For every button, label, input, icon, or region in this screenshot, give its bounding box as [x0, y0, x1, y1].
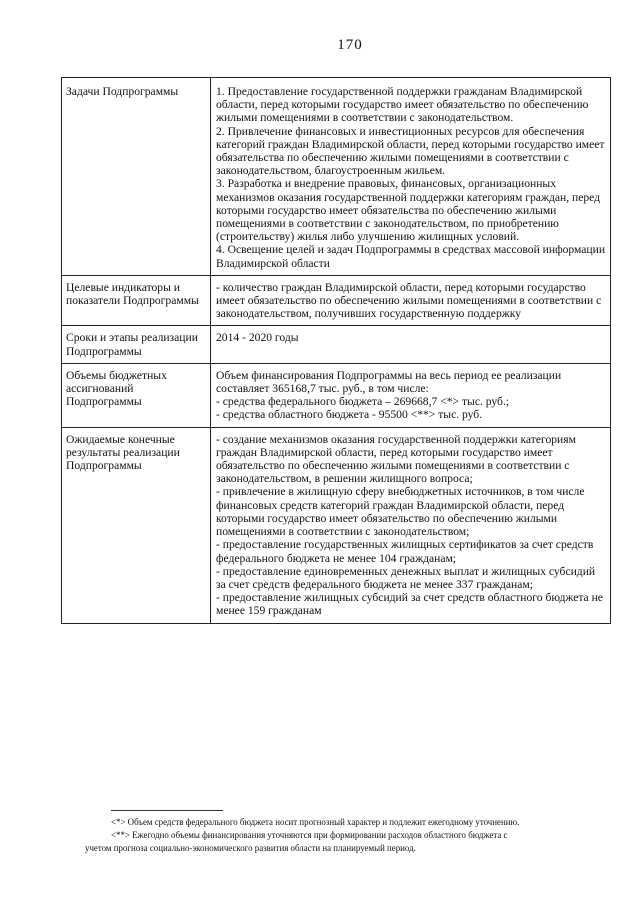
paragraph: Объем финансирования Подпрограммы на весь период ее реализации составляет 365168,7 тыс. руб., в том числе: — [216, 368, 562, 396]
table-row — [62, 78, 611, 276]
table-row — [62, 427, 611, 623]
subprogram-passport-table — [61, 77, 611, 624]
paragraph: 1. Предоставление государственной поддержки гражданам Владимирской области, перед которыми государство имеет обязательство по обеспечению жилыми помещениями в соответствии с законодательством. — [216, 85, 589, 125]
row-label: Ожидаемые конечные результаты реализации Подпрограммы — [62, 427, 211, 623]
footnotes — [85, 816, 613, 855]
footnote-regional-cont: учетом прогноза социально-экономического развития области на планируемый период. — [85, 843, 416, 853]
paragraph: - создание механизмов оказания государственной поддержки категориям граждан Владимирской области, перед которыми государство имеет обязательство по обеспечению жилыми помещениями в соответствии с законодательством, в решении жилищного вопроса; — [216, 432, 576, 486]
paragraph: - предоставление единовременных денежных выплат и жилищных субсидий за счет средств федерального бюджета не менее 337 гражданам; — [216, 564, 596, 591]
row-label: Задачи Подпрограммы — [62, 78, 211, 276]
paragraph: - предоставление жилищных субсидий за счет средств областного бюджета не менее 159 гражданам — [216, 591, 603, 618]
table-row — [62, 326, 611, 363]
paragraph: - количество граждан Владимирской области, перед которыми государство имеет обязательство по обеспечению жилыми помещениями в соответствии с законодательством, получивших государственную поддержку — [216, 280, 602, 321]
paragraph: 3. Разработка и внедрение правовых, финансовых, организационных механизмов оказания государственной поддержки категориям граждан, перед которыми государство имеет обязательства по обеспечению жилыми помещениями в соответствии с законодательством, по приобретению (строительству) жилья либо улучшению жилищных условий. — [216, 177, 601, 244]
row-label: Объемы бюджетных ассигнований Подпрограммы — [62, 363, 211, 427]
row-label: Целевые индикаторы и показатели Подпрограммы — [62, 275, 211, 326]
footnote-divider — [111, 810, 223, 811]
paragraph: - предоставление государственных жилищных сертификатов за счет средств федерального бюджета не менее 104 гражданам; — [216, 538, 594, 565]
row-content — [211, 275, 611, 326]
paragraph: - привлечение в жилищную сферу внебюджетных источников, в том числе финансовых средств категорий граждан Владимирской области, перед которыми государство имеет обязательство по обеспечению жилыми помещениями в соответствии с законодательством; — [216, 485, 585, 539]
footnote-federal: <*> Объем средств федерального бюджета носит прогнозный характер и подлежит ежегодному уточнению. — [111, 817, 520, 827]
paragraph: - средства федерального бюджета – 269668,7 <*> тыс. руб.; — [216, 395, 510, 409]
table-row — [62, 275, 611, 326]
row-content — [211, 363, 611, 427]
row-content — [211, 326, 611, 363]
footnote-regional: <**> Ежегодно объемы финансирования уточняются при формировании расходов областного бюджета с — [111, 830, 508, 840]
row-content — [211, 78, 611, 276]
row-content — [211, 427, 611, 623]
page-number: 170 — [337, 37, 363, 53]
paragraph: 4. Освещение целей и задач Подпрограммы в средствах массовой информации Владимирской области — [216, 243, 606, 270]
paragraph: 2014 - 2020 годы — [216, 331, 299, 345]
table-row — [62, 363, 611, 427]
row-label: Сроки и этапы реализации Подпрограммы — [62, 326, 211, 363]
paragraph: 2. Привлечение финансовых и инвестиционных ресурсов для обеспечения категорий граждан Владимирской области, перед которыми государство имеет обязательства по обеспечению жилыми помещениями в соответствии с законодательством, благоустроенным жильем. — [216, 124, 605, 178]
paragraph: - средства областного бюджета - 95500 <**> тыс. руб. — [216, 408, 483, 422]
